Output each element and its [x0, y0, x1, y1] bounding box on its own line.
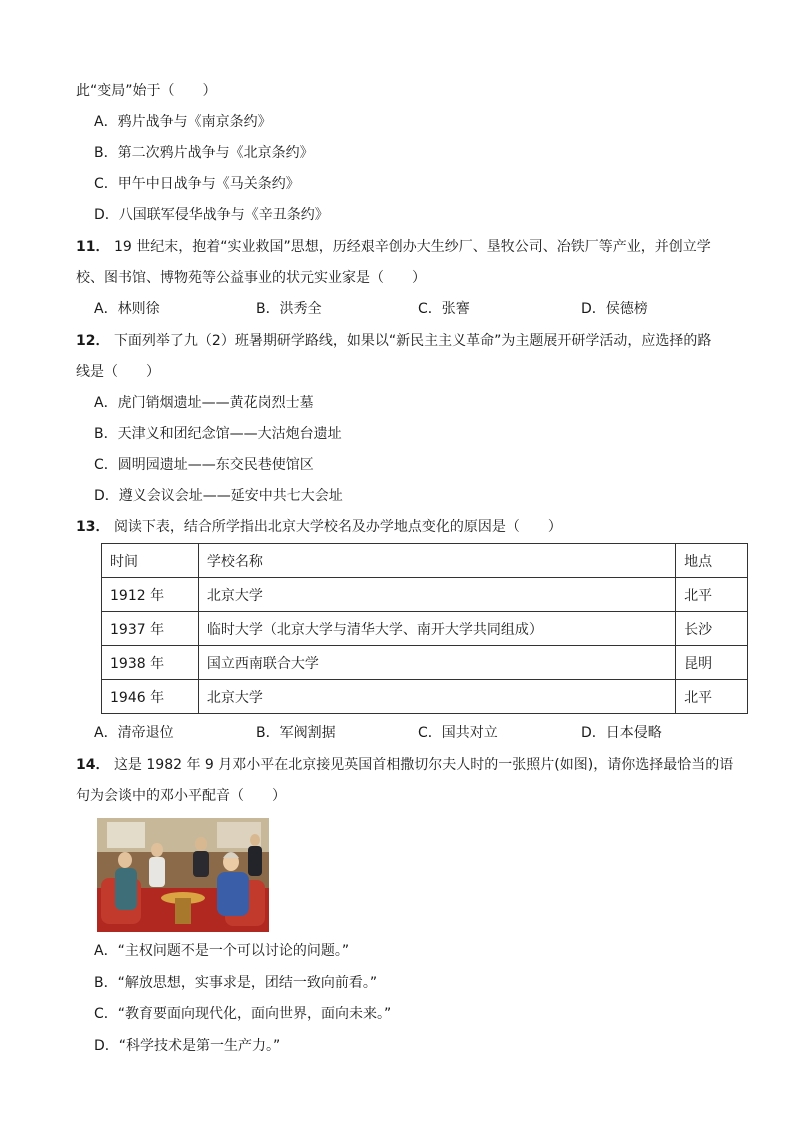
q11-stem-line1 — [76, 237, 711, 257]
q14-stem-text-1: 这是 1982 年 9 月邓小平在北京接见英国首相撒切尔夫人时的一张照片(如图)，请你选择最恰当的语 — [113, 757, 734, 773]
q11-stem-text-1: 19 世纪末，抱着“实业救国”思想，历经艰辛创办大生纱厂、垦牧公司、冶铁厂等产业，并创立学 — [113, 239, 711, 255]
q14-option-b: B．“解放思想，实事求是，团结一致向前看。” — [94, 975, 378, 991]
q13-option-d: D．日本侵略 — [581, 725, 662, 741]
table-header-row — [102, 544, 748, 578]
q13-option-c: C．国共对立 — [418, 725, 498, 741]
q13-options — [94, 723, 734, 743]
table-cell-school: 临时大学（北京大学与清华大学、南开大学共同组成） — [198, 612, 675, 646]
q11-option-b: B．洪秀全 — [256, 301, 322, 317]
table-row — [102, 680, 748, 714]
q11-options — [94, 299, 734, 319]
q14-number: 14． — [76, 757, 110, 773]
q10-stem-tail: 此“变局”始于（ ） — [76, 83, 217, 99]
table-header-school: 学校名称 — [198, 544, 675, 578]
q11-number: 11． — [76, 239, 110, 255]
table-cell-time: 1937 年 — [102, 612, 199, 646]
q10-option-d: D．八国联军侵华战争与《辛丑条约》 — [94, 207, 329, 223]
table-cell-location: 北平 — [676, 680, 748, 714]
table-cell-school: 国立西南联合大学 — [198, 646, 675, 680]
q12-number: 12． — [76, 333, 110, 349]
q12-option-b: B．天津义和团纪念馆——大沽炮台遗址 — [94, 426, 342, 442]
q14-option-a: A．“主权问题不是一个可以讨论的问题。” — [94, 943, 350, 959]
q12-stem-line1 — [76, 331, 711, 351]
table-cell-location: 昆明 — [676, 646, 748, 680]
q12-option-c: C．圆明园遗址——东交民巷使馆区 — [94, 457, 314, 473]
q14-option-c: C．“教育要面向现代化，面向世界，面向未来。” — [94, 1006, 392, 1022]
table-cell-school: 北京大学 — [198, 680, 675, 714]
q10-option-a: A．鸦片战争与《南京条约》 — [94, 114, 272, 130]
table-cell-time: 1938 年 — [102, 646, 199, 680]
q11-option-d: D．侯德榜 — [581, 301, 648, 317]
table-row — [102, 578, 748, 612]
q13-number: 13． — [76, 519, 110, 535]
q14-option-d: D．“科学技术是第一生产力。” — [94, 1038, 281, 1054]
q12-stem-line2: 线是（ ） — [76, 364, 160, 380]
table-header-time: 时间 — [102, 544, 199, 578]
q13-option-a: A．清帝退位 — [94, 725, 174, 741]
table-cell-time: 1912 年 — [102, 578, 199, 612]
q12-stem-text-1: 下面列举了九（2）班暑期研学路线，如果以“新民主主义革命”为主题展开研学活动，应选择的路 — [113, 333, 712, 349]
q11-option-c: C．张謇 — [418, 301, 470, 317]
q14-stem-line2: 句为会谈中的邓小平配音（ ） — [76, 788, 286, 804]
q14-stem-line1 — [76, 755, 733, 775]
q12-option-a: A．虎门销烟遗址——黄花岗烈士墓 — [94, 395, 314, 411]
q12-option-d: D．遵义会议会址——延安中共七大会址 — [94, 488, 343, 504]
q10-option-c: C．甲午中日战争与《马关条约》 — [94, 176, 300, 192]
table-row — [102, 612, 748, 646]
q11-stem-line2: 校、图书馆、博物苑等公益事业的状元实业家是（ ） — [76, 270, 426, 286]
table-cell-location: 长沙 — [676, 612, 748, 646]
q13-stem — [76, 517, 562, 537]
table-cell-location: 北平 — [676, 578, 748, 612]
meeting-photo — [97, 818, 269, 932]
q10-option-b: B．第二次鸦片战争与《北京条约》 — [94, 145, 314, 161]
q13-table — [101, 543, 748, 714]
table-cell-time: 1946 年 — [102, 680, 199, 714]
q13-stem-text: 阅读下表，结合所学指出北京大学校名及办学地点变化的原因是（ ） — [113, 519, 562, 535]
meeting-photo-illustration — [97, 818, 269, 932]
q13-option-b: B．军阀割据 — [256, 725, 336, 741]
table-header-location: 地点 — [676, 544, 748, 578]
table-row — [102, 646, 748, 680]
q11-option-a: A．林则徐 — [94, 301, 160, 317]
table-cell-school: 北京大学 — [198, 578, 675, 612]
